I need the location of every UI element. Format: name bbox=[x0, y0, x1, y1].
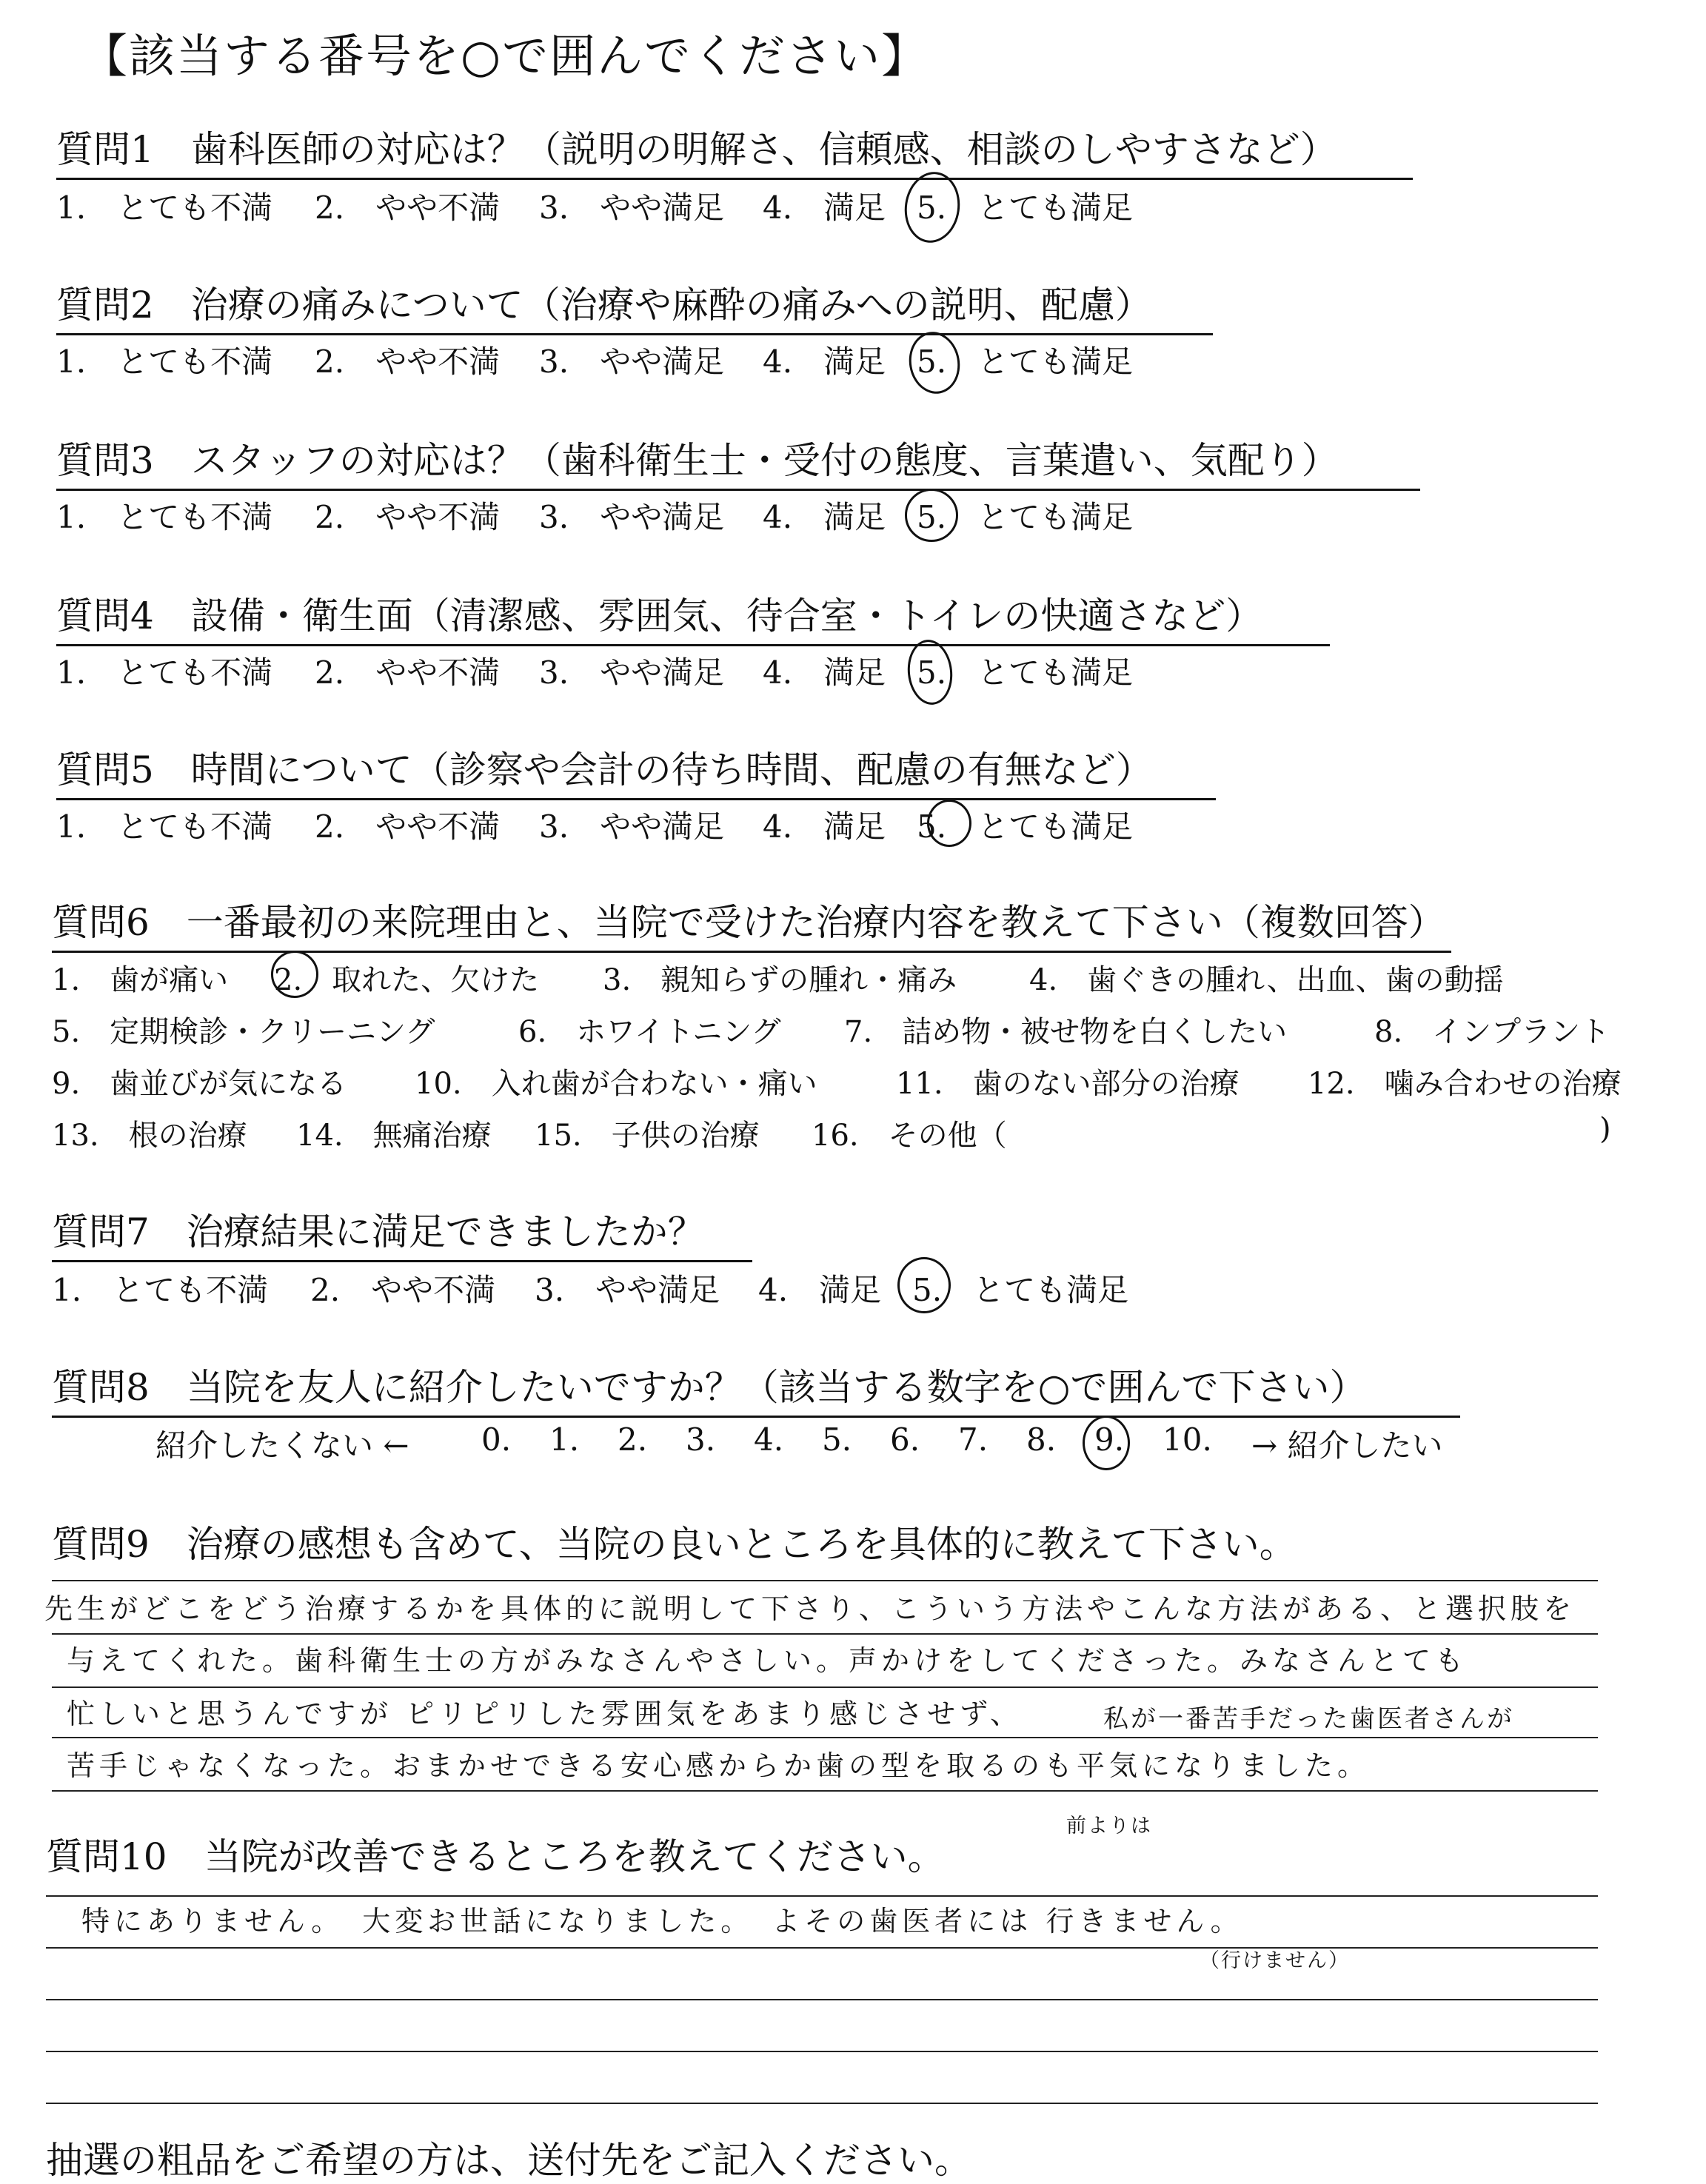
option-2[interactable]: 2. やや不満 bbox=[310, 1272, 496, 1308]
question-4-label: 質問4 設備・衛生面（清潔感、雰囲気、待合室・トイレの快適さなど） bbox=[56, 586, 1330, 646]
selection-circle bbox=[897, 1257, 951, 1313]
option-3[interactable]: 3. やや満足 bbox=[539, 499, 725, 535]
question-8-label: 質問8 当院を友人に紹介したいですか？（該当する数字を○で囲んで下さい） bbox=[52, 1358, 1460, 1418]
question-1-label: 質問1 歯科医師の対応は？（説明の明解さ、信頼感、相談のしやすさなど） bbox=[56, 120, 1413, 180]
scale-option[interactable]: 6. bbox=[890, 1421, 920, 1458]
option-4[interactable]: 4. 満足 bbox=[763, 808, 886, 845]
answer-line bbox=[52, 1790, 1598, 1792]
selection-circle bbox=[905, 489, 958, 542]
selection-circle bbox=[927, 800, 971, 847]
footer-instruction: 抽選の粗品をご希望の方は、送付先をご記入ください。 bbox=[46, 2139, 971, 2182]
option-2[interactable]: 2. やや不満 bbox=[315, 344, 501, 380]
checkbox-option[interactable]: 1. 歯が痛い bbox=[52, 963, 229, 997]
answer-line bbox=[52, 1686, 1598, 1688]
handwritten-answer-line-1: 先生がどこをどう治療するかを具体的に説明して下さり、こういう方法やこんな方法がある、と選択肢を bbox=[44, 1592, 1576, 1625]
question-6-label: 質問6 一番最初の来院理由と、当院で受けた治療内容を教えて下さい（複数回答） bbox=[52, 893, 1451, 953]
answer-line bbox=[46, 1947, 1598, 1949]
checkbox-option[interactable]: 14. 無痛治療 bbox=[296, 1119, 492, 1153]
handwritten-note: （行けません） bbox=[1200, 1949, 1350, 1972]
scale-option[interactable]: 7. bbox=[958, 1421, 989, 1458]
scale-option[interactable]: 3. bbox=[686, 1421, 716, 1458]
option-1[interactable]: 1. とても不満 bbox=[56, 808, 273, 845]
option-3[interactable]: 3. やや満足 bbox=[539, 190, 725, 226]
question-7-label: 質問7 治療結果に満足できましたか？ bbox=[52, 1202, 752, 1262]
option-5[interactable]: 5. とても満足 bbox=[917, 808, 1134, 845]
option-1[interactable]: 1. とても不満 bbox=[52, 1272, 269, 1308]
scale-option[interactable]: 0. bbox=[481, 1421, 512, 1458]
selection-circle bbox=[1083, 1416, 1130, 1470]
checkbox-option[interactable]: 6. ホワイトニング bbox=[518, 1015, 781, 1049]
handwritten-answer-line-1: 特にありません。 大変お世話になりました。 よその歯医者には 行きません。 bbox=[81, 1905, 1243, 1937]
question-3-label: 質問3 スタッフの対応は？（歯科衛生士・受付の態度、言葉遣い、気配り） bbox=[56, 431, 1420, 491]
option-1[interactable]: 1. とても不満 bbox=[56, 654, 273, 691]
option-4[interactable]: 4. 満足 bbox=[763, 499, 886, 535]
selection-circle bbox=[271, 951, 318, 998]
option-5[interactable]: 5. とても満足 bbox=[917, 344, 1134, 380]
scale-option[interactable]: 10. bbox=[1163, 1421, 1212, 1458]
option-4[interactable]: 4. 満足 bbox=[763, 190, 886, 226]
option-2[interactable]: 2. やや不満 bbox=[315, 654, 501, 691]
handwritten-answer-line-3: 忙しいと思うんですが ピリピリした雰囲気をあまり感じさせず、 bbox=[67, 1698, 1023, 1730]
checkbox-option[interactable]: 3. 親知らずの腫れ・痛み bbox=[603, 963, 957, 997]
answer-line bbox=[46, 2051, 1598, 2052]
checkbox-option[interactable]: 5. 定期検診・クリーニング bbox=[52, 1015, 435, 1049]
checkbox-option[interactable]: 7. 詰め物・被せ物を白くしたい bbox=[844, 1015, 1288, 1049]
page-title: 【該当する番号を○で囲んでください】 bbox=[81, 29, 929, 83]
question-5-label: 質問5 時間について（診察や会計の待ち時間、配慮の有無など） bbox=[56, 740, 1216, 800]
question-2-label: 質問2 治療の痛みについて（治療や麻酔の痛みへの説明、配慮） bbox=[56, 275, 1213, 335]
option-2[interactable]: 2. やや不満 bbox=[315, 499, 501, 535]
option-5[interactable]: 5. とても満足 bbox=[917, 654, 1134, 691]
scale-right-label: → 紹介したい bbox=[1251, 1427, 1443, 1464]
checkbox-option[interactable]: 12. 噛み合わせの治療 bbox=[1308, 1067, 1622, 1101]
scale-option[interactable]: 1. bbox=[549, 1421, 580, 1458]
option-5[interactable]: 5. とても満足 bbox=[917, 190, 1134, 226]
scale-option[interactable]: 8. bbox=[1026, 1421, 1057, 1458]
checkbox-option[interactable]: 16. その他（ bbox=[812, 1119, 1007, 1153]
option-2[interactable]: 2. やや不満 bbox=[315, 190, 501, 226]
option-5[interactable]: 5. とても満足 bbox=[912, 1272, 1129, 1308]
handwritten-insert: 私が一番苦手だった歯医者さんが bbox=[1103, 1704, 1514, 1734]
option-5[interactable]: 5. とても満足 bbox=[917, 499, 1134, 535]
scale-left-label: 紹介したくない ← bbox=[155, 1427, 409, 1464]
answer-line bbox=[52, 1633, 1598, 1635]
option-4[interactable]: 4. 満足 bbox=[763, 654, 886, 691]
answer-line bbox=[46, 2103, 1598, 2104]
scale-option[interactable]: 2. bbox=[618, 1421, 648, 1458]
option-1[interactable]: 1. とても不満 bbox=[56, 499, 273, 535]
answer-line bbox=[52, 1580, 1598, 1581]
option-3[interactable]: 3. やや満足 bbox=[539, 344, 725, 380]
answer-line bbox=[46, 1895, 1598, 1897]
option-1[interactable]: 1. とても不満 bbox=[56, 344, 273, 380]
question-9-label: 質問9 治療の感想も含めて、当院の良いところを具体的に教えて下さい。 bbox=[52, 1523, 1297, 1566]
option-3[interactable]: 3. やや満足 bbox=[539, 808, 725, 845]
option-1[interactable]: 1. とても不満 bbox=[56, 190, 273, 226]
handwritten-answer-line-4: 苦手じゃなくなった。おまかせできる安心感からか歯の型を取るのも平気になりました。 bbox=[67, 1749, 1371, 1782]
checkbox-option[interactable]: 8. インプラント bbox=[1374, 1015, 1610, 1049]
answer-line bbox=[52, 1737, 1598, 1738]
question-10-label: 質問10 当院が改善できるところを教えてください。 bbox=[46, 1835, 945, 1878]
checkbox-option[interactable]: 11. 歯のない部分の治療 bbox=[896, 1067, 1240, 1101]
scale-option[interactable]: 9. bbox=[1094, 1421, 1125, 1458]
option-4[interactable]: 4. 満足 bbox=[758, 1272, 882, 1308]
option-3[interactable]: 3. やや満足 bbox=[535, 1272, 720, 1308]
checkbox-option[interactable]: 13. 根の治療 bbox=[52, 1119, 247, 1153]
answer-line bbox=[46, 1999, 1598, 2000]
selection-circle bbox=[900, 168, 965, 246]
option-3[interactable]: 3. やや満足 bbox=[539, 654, 725, 691]
handwritten-insert-note: 前よりは bbox=[1066, 1815, 1152, 1838]
checkbox-option[interactable]: 9. 歯並びが気になる bbox=[52, 1067, 347, 1101]
option-4[interactable]: 4. 満足 bbox=[763, 344, 886, 380]
checkbox-option[interactable]: 2. 取れた、欠けた bbox=[274, 963, 540, 997]
checkbox-option[interactable]: 4. 歯ぐきの腫れ、出血、歯の動揺 bbox=[1029, 963, 1504, 997]
handwritten-answer-line-2: 与えてくれた。歯科衛生士の方がみなさんやさしい。声かけをしてくださった。みなさんとても bbox=[67, 1644, 1468, 1677]
other-close-paren: ) bbox=[1599, 1112, 1611, 1146]
checkbox-option[interactable]: 10. 入れ歯が合わない・痛い bbox=[415, 1067, 817, 1101]
option-2[interactable]: 2. やや不満 bbox=[315, 808, 501, 845]
scale-option[interactable]: 5. bbox=[822, 1421, 852, 1458]
scale-option[interactable]: 4. bbox=[754, 1421, 784, 1458]
checkbox-option[interactable]: 15. 子供の治療 bbox=[535, 1119, 760, 1153]
